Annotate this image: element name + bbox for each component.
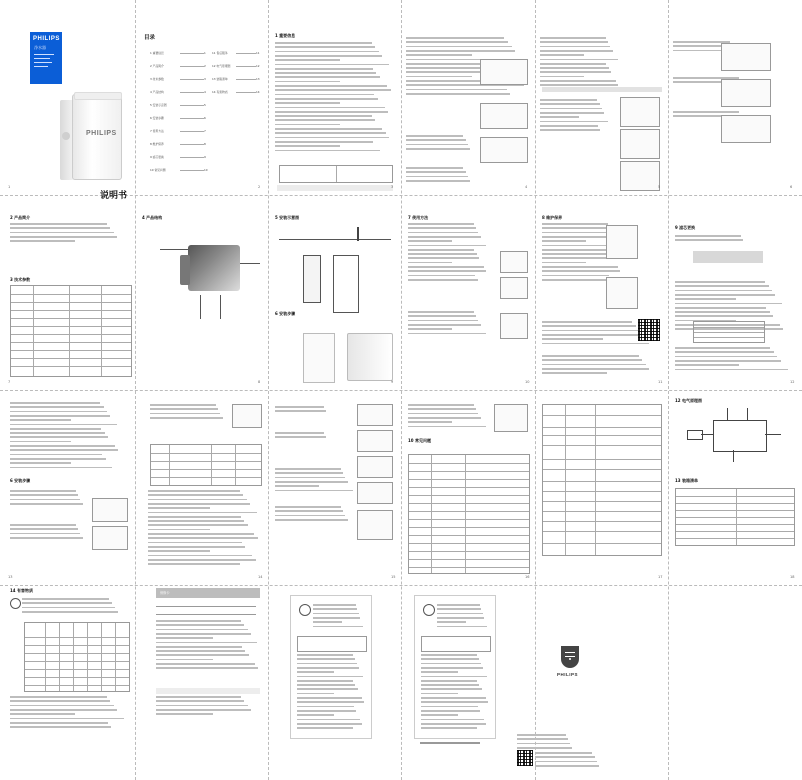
toc-entry[interactable]: 5 安装示意图 5 bbox=[150, 103, 206, 107]
text-line bbox=[421, 663, 481, 665]
text-line bbox=[275, 124, 340, 126]
text-line bbox=[148, 550, 210, 552]
text-line bbox=[542, 372, 607, 374]
text-line bbox=[156, 696, 241, 698]
text-line bbox=[10, 705, 114, 707]
text-line bbox=[297, 676, 363, 678]
page-number: 6 bbox=[790, 185, 793, 189]
text-line bbox=[275, 68, 373, 70]
text-line bbox=[421, 676, 487, 678]
text-line bbox=[675, 351, 774, 353]
back-logo: PHILIPS bbox=[557, 672, 579, 677]
section-heading: 12 电气原理图 bbox=[675, 398, 702, 403]
text-line bbox=[156, 709, 251, 711]
structure-panel bbox=[140, 215, 264, 385]
toc-list-left bbox=[150, 51, 206, 181]
warning-table bbox=[279, 165, 393, 183]
text-line bbox=[408, 333, 486, 335]
text-line bbox=[275, 102, 340, 104]
section-heading: 3 技术参数 bbox=[10, 277, 31, 282]
installed-device bbox=[347, 333, 393, 381]
text-line bbox=[297, 701, 364, 703]
page-number: 18 bbox=[790, 575, 795, 579]
text-line bbox=[148, 555, 252, 557]
page-number: 10 bbox=[525, 380, 530, 384]
section-heading: 10 常见问题 bbox=[408, 438, 431, 443]
text-line bbox=[542, 355, 639, 357]
text-line bbox=[421, 684, 479, 686]
page-number: 12 bbox=[790, 380, 795, 384]
steps-panel-c bbox=[673, 33, 797, 193]
text-line bbox=[156, 700, 244, 702]
section-heading: 7 使用方法 bbox=[408, 215, 429, 220]
text-line bbox=[148, 559, 256, 561]
text-line bbox=[275, 119, 375, 121]
text-line bbox=[421, 667, 483, 669]
text-line bbox=[421, 714, 458, 716]
text-line bbox=[540, 108, 602, 110]
text-line bbox=[10, 223, 107, 225]
fold-line bbox=[0, 585, 802, 586]
text-line bbox=[297, 706, 354, 708]
text-line bbox=[406, 167, 463, 169]
page-number: 7 bbox=[8, 380, 11, 384]
intro-panel bbox=[8, 215, 132, 385]
filter-panel bbox=[673, 215, 797, 385]
text-line bbox=[275, 141, 373, 143]
toc-entry[interactable]: 3 技术参数 3 bbox=[150, 77, 206, 81]
text-line bbox=[421, 658, 479, 660]
usage-panel bbox=[406, 215, 532, 385]
text-line bbox=[275, 42, 372, 44]
section-heading: 1 重要信息 bbox=[275, 33, 296, 38]
section-heading: 8 维护保养 bbox=[542, 215, 563, 220]
text-line bbox=[156, 713, 213, 715]
certificate-form bbox=[414, 595, 496, 739]
text-line bbox=[542, 368, 649, 370]
text-line bbox=[275, 51, 379, 53]
steps-panel-b bbox=[540, 33, 664, 193]
text-line bbox=[10, 232, 114, 234]
section-heading: 6 安装步骤 bbox=[10, 478, 31, 483]
product-structure-figure bbox=[188, 245, 240, 291]
toc-entry[interactable]: 10 常见问题 10 bbox=[150, 168, 208, 172]
text-line bbox=[421, 706, 478, 708]
text-line bbox=[540, 129, 600, 131]
maintenance-panel bbox=[540, 215, 664, 385]
text-line bbox=[275, 46, 375, 48]
text-line bbox=[10, 722, 108, 724]
text-line bbox=[406, 180, 470, 182]
toc-entry[interactable]: 7 使用方法 7 bbox=[150, 129, 206, 133]
page-number: 11 bbox=[658, 380, 663, 384]
install-unit bbox=[303, 255, 321, 303]
section-heading: 4 产品结构 bbox=[142, 215, 163, 220]
hazard-panel bbox=[8, 588, 132, 774]
step-figure bbox=[721, 115, 771, 143]
warranty-card bbox=[140, 588, 264, 774]
step-figure bbox=[357, 510, 393, 540]
text-line bbox=[275, 89, 391, 91]
step-figure bbox=[500, 313, 528, 339]
text-line bbox=[148, 533, 254, 535]
text-line bbox=[275, 150, 380, 152]
text-line bbox=[275, 506, 341, 508]
fold-line bbox=[0, 390, 802, 391]
toc-title: 目录 bbox=[144, 35, 156, 41]
text-line bbox=[542, 364, 646, 366]
page-number: 13 bbox=[8, 575, 13, 579]
text-line bbox=[156, 705, 248, 707]
text-line bbox=[275, 55, 382, 57]
circuit-diagram bbox=[687, 430, 703, 440]
faq-continued-panel bbox=[540, 398, 664, 578]
toc-entry[interactable]: 8 维护保养 8 bbox=[150, 142, 206, 146]
important-info-panel bbox=[273, 33, 397, 193]
cover-brand-block bbox=[30, 32, 62, 84]
text-line bbox=[275, 132, 386, 134]
section-heading: 9 滤芯更换 bbox=[675, 225, 696, 230]
brand-logo: PHILIPS bbox=[33, 36, 60, 42]
text-line bbox=[421, 654, 477, 656]
text-line bbox=[148, 542, 242, 544]
text-line bbox=[408, 426, 486, 428]
section-heading: 14 有害物质 bbox=[10, 588, 33, 593]
text-line bbox=[675, 360, 781, 362]
circuit-panel bbox=[673, 398, 797, 578]
text-line bbox=[297, 680, 353, 682]
text-line bbox=[148, 512, 257, 514]
text-line bbox=[297, 667, 359, 669]
certificate-form bbox=[290, 595, 372, 739]
text-line bbox=[408, 417, 481, 419]
text-line bbox=[10, 726, 111, 728]
steps-panel-a bbox=[406, 33, 532, 193]
faq-table bbox=[542, 404, 662, 556]
text-line bbox=[421, 688, 482, 690]
text-line bbox=[275, 107, 385, 109]
text-line bbox=[540, 99, 597, 101]
text-line bbox=[421, 701, 488, 703]
text-line bbox=[275, 64, 389, 66]
toc-entry[interactable]: 2 产品简介 2 bbox=[150, 64, 206, 68]
text-line bbox=[540, 116, 579, 118]
text-line bbox=[297, 654, 353, 656]
page-number: 4 bbox=[525, 185, 528, 189]
text-line bbox=[540, 103, 600, 105]
text-line bbox=[275, 519, 348, 521]
back-cover bbox=[545, 590, 795, 774]
toc-entry[interactable]: 1 重要信息 1 bbox=[150, 51, 206, 55]
install-cabinet bbox=[333, 255, 359, 313]
text-line bbox=[673, 111, 739, 113]
text-line bbox=[297, 727, 353, 729]
text-line bbox=[297, 671, 334, 673]
text-line bbox=[540, 112, 604, 114]
text-line bbox=[297, 714, 334, 716]
text-line bbox=[275, 81, 340, 83]
text-line bbox=[675, 369, 788, 371]
text-line bbox=[297, 688, 358, 690]
text-line bbox=[148, 529, 210, 531]
cover-panel bbox=[8, 28, 128, 201]
page-number: 2 bbox=[258, 185, 261, 189]
text-line bbox=[148, 507, 210, 509]
section-heading: 13 装箱清单 bbox=[675, 478, 698, 483]
text-line bbox=[148, 499, 247, 501]
page-number: 8 bbox=[258, 380, 261, 384]
replace-steps-panel bbox=[273, 398, 397, 578]
install-diagram-panel bbox=[273, 215, 397, 385]
text-line bbox=[421, 680, 477, 682]
text-line bbox=[675, 356, 777, 358]
text-line bbox=[408, 315, 476, 317]
packing-list bbox=[675, 488, 795, 546]
text-line bbox=[10, 713, 75, 715]
text-line bbox=[10, 718, 124, 720]
text-line bbox=[421, 710, 480, 712]
text-line bbox=[535, 752, 592, 754]
toc-entry[interactable]: 13 装箱清单 13 bbox=[212, 77, 260, 81]
text-line bbox=[421, 671, 458, 673]
text-line bbox=[148, 563, 240, 565]
text-line bbox=[275, 85, 387, 87]
text-line bbox=[275, 98, 378, 100]
text-line bbox=[535, 756, 595, 758]
usage-steps-panel bbox=[8, 398, 132, 578]
page-number: 14 bbox=[258, 575, 263, 579]
text-line bbox=[10, 227, 110, 229]
page-number: 15 bbox=[391, 575, 396, 579]
toc-entry[interactable]: 14 有害物质 14 bbox=[212, 90, 260, 94]
text-line bbox=[421, 693, 458, 695]
toc-entry[interactable]: 4 产品结构 4 bbox=[150, 90, 206, 94]
text-line bbox=[297, 658, 355, 660]
text-line bbox=[275, 128, 382, 130]
text-line bbox=[148, 503, 250, 505]
text-line bbox=[275, 76, 380, 78]
text-line bbox=[275, 115, 372, 117]
text-line bbox=[675, 347, 770, 349]
text-line bbox=[148, 546, 245, 548]
section-heading: 6 安装步骤 bbox=[275, 311, 296, 316]
troubleshooting-panel bbox=[406, 398, 532, 578]
text-line bbox=[10, 700, 110, 702]
text-line bbox=[297, 723, 362, 725]
text-line bbox=[275, 510, 343, 512]
text-line bbox=[540, 125, 598, 127]
text-line bbox=[535, 765, 599, 767]
text-line bbox=[542, 359, 642, 361]
text-line bbox=[297, 663, 357, 665]
page-number: 9 bbox=[391, 380, 394, 384]
text-line bbox=[408, 311, 474, 313]
page-number: 5 bbox=[658, 185, 661, 189]
toc-list-right bbox=[212, 51, 260, 141]
toc-entry[interactable]: 9 滤芯更换 9 bbox=[150, 155, 206, 159]
text-line bbox=[297, 710, 356, 712]
device-logo: PHILIPS bbox=[86, 130, 117, 137]
text-line bbox=[10, 709, 117, 711]
text-line bbox=[297, 684, 355, 686]
text-line bbox=[275, 515, 345, 517]
toc-panel bbox=[140, 33, 264, 193]
text-line bbox=[275, 94, 374, 96]
text-line bbox=[408, 421, 452, 423]
toc-entry[interactable]: 12 电气原理图 12 bbox=[212, 64, 260, 68]
step-figure bbox=[494, 404, 528, 432]
text-line bbox=[148, 490, 240, 492]
purifier-illustration bbox=[60, 92, 124, 184]
page-number: 17 bbox=[658, 575, 663, 579]
toc-entry[interactable]: 6 安装步骤 6 bbox=[150, 116, 206, 120]
text-line bbox=[297, 693, 334, 695]
section-heading: 5 安装示意图 bbox=[275, 215, 300, 220]
text-line bbox=[10, 240, 75, 242]
section-heading: 2 产品简介 bbox=[10, 215, 31, 220]
qr-code bbox=[517, 750, 533, 766]
cover-product-label: 净水器 bbox=[34, 45, 46, 50]
text-line bbox=[421, 719, 484, 721]
text-line bbox=[275, 72, 376, 74]
text-line bbox=[297, 719, 360, 721]
warranty-header: 保修卡 bbox=[156, 588, 260, 598]
text-line bbox=[10, 236, 117, 238]
text-line bbox=[10, 696, 107, 698]
step-figure bbox=[92, 526, 128, 550]
text-line bbox=[408, 404, 474, 406]
text-line bbox=[275, 145, 340, 147]
text-line bbox=[148, 537, 258, 539]
text-line bbox=[297, 697, 362, 699]
text-line bbox=[10, 537, 83, 539]
text-line bbox=[275, 111, 388, 113]
text-line bbox=[408, 320, 478, 322]
text-line bbox=[406, 171, 466, 173]
toc-entry[interactable]: 11 售后服务 11 bbox=[212, 51, 260, 55]
page-number: 3 bbox=[391, 185, 394, 189]
text-line bbox=[408, 413, 478, 415]
text-line bbox=[10, 533, 80, 535]
text-line bbox=[275, 59, 340, 61]
text-line bbox=[10, 524, 76, 526]
text-line bbox=[148, 524, 248, 526]
text-line bbox=[535, 761, 597, 763]
page-number: 1 bbox=[8, 185, 11, 189]
text-line bbox=[540, 121, 608, 123]
filter-change-panel bbox=[140, 398, 264, 578]
text-line bbox=[675, 364, 739, 366]
text-line bbox=[421, 727, 477, 729]
text-line bbox=[408, 328, 452, 330]
text-line bbox=[275, 137, 389, 139]
text-line bbox=[148, 494, 243, 496]
faq-table bbox=[408, 454, 530, 574]
text-line bbox=[10, 528, 78, 530]
text-line bbox=[408, 408, 476, 410]
cover-title: 说明书 bbox=[100, 191, 128, 201]
text-line bbox=[406, 176, 468, 178]
text-line bbox=[408, 324, 481, 326]
page-number: 16 bbox=[525, 575, 530, 579]
spec-table bbox=[10, 285, 132, 377]
text-line bbox=[148, 520, 244, 522]
text-line bbox=[421, 697, 486, 699]
text-line bbox=[148, 516, 241, 518]
text-line bbox=[421, 723, 486, 725]
